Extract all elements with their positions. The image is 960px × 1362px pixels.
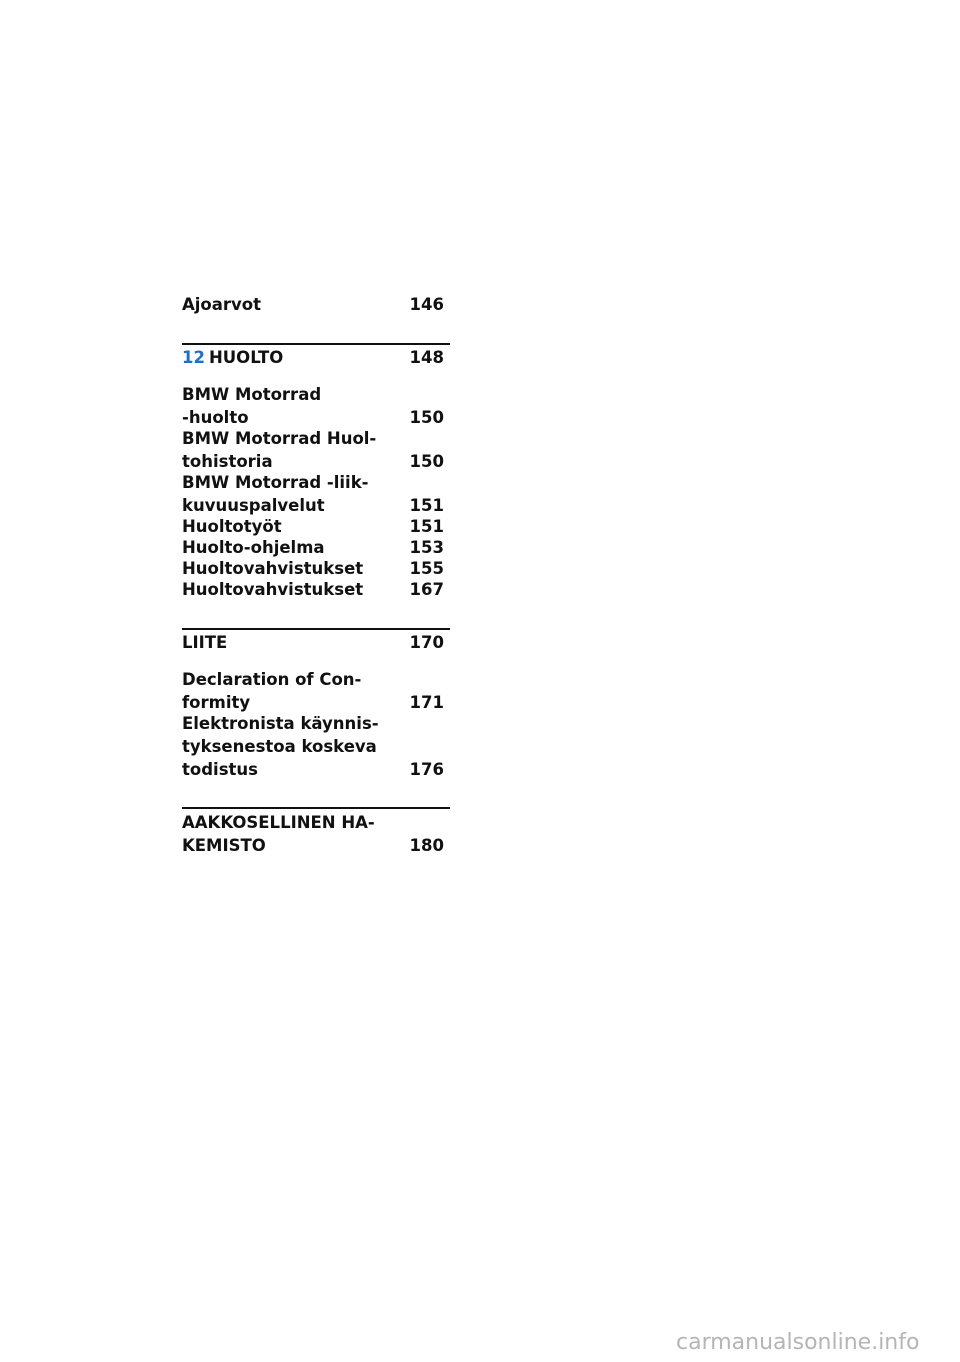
- toc-entry-title: BMW Motorrad: [182, 385, 322, 404]
- chapter-number: 12: [182, 348, 205, 367]
- toc-chapter-index[interactable]: [182, 812, 444, 834]
- toc-chapter-index[interactable]: [182, 835, 444, 857]
- toc-entry-line[interactable]: [182, 495, 444, 517]
- toc-chapter-page: 148: [409, 348, 444, 367]
- section-divider: [182, 343, 450, 345]
- toc-entry-page: 151: [409, 517, 444, 536]
- toc-chapter-page: 170: [409, 633, 444, 652]
- toc-entry-page: 150: [409, 408, 444, 427]
- toc-entry-title: -huolto: [182, 408, 249, 427]
- toc-chapter-title: AAKKOSELLINEN HA-: [182, 813, 375, 832]
- toc-entry-line[interactable]: [182, 537, 444, 559]
- toc-entry-line[interactable]: [182, 516, 444, 538]
- toc-entry-line[interactable]: [182, 428, 444, 450]
- toc-entry-ajoarvot[interactable]: [182, 294, 444, 316]
- toc-entry-title: Declaration of Con-: [182, 670, 362, 689]
- toc-entry-page: 146: [409, 295, 444, 314]
- watermark-text: carmanualsonline.info: [676, 1330, 920, 1355]
- toc-entry-page: 151: [409, 496, 444, 515]
- toc-entry-title: Huoltovahvistukset: [182, 580, 364, 599]
- toc-entry-title: tyksenestoa koskeva: [182, 737, 377, 756]
- toc-entry-line[interactable]: [182, 759, 444, 781]
- toc-chapter-page: 180: [409, 836, 444, 855]
- toc-entry-page: 171: [409, 693, 444, 712]
- toc-entry-title: Huolto-ohjelma: [182, 538, 325, 557]
- toc-entry-page: 155: [409, 559, 444, 578]
- toc-entry-line[interactable]: [182, 451, 444, 473]
- toc-entry-line[interactable]: [182, 669, 444, 691]
- toc-entry-line[interactable]: [182, 558, 444, 580]
- toc-entry-line[interactable]: [182, 407, 444, 429]
- section-divider: [182, 628, 450, 630]
- toc-entry-title: kuvuuspalvelut: [182, 496, 325, 515]
- toc-chapter-liite[interactable]: [182, 632, 444, 654]
- toc-entry-title: Huoltotyöt: [182, 517, 282, 536]
- toc-entry-title: formity: [182, 693, 251, 712]
- toc-entry-title: BMW Motorrad Huol-: [182, 429, 377, 448]
- toc-chapter-title: KEMISTO: [182, 836, 266, 855]
- toc-entry-line[interactable]: [182, 579, 444, 601]
- toc-entry-line[interactable]: [182, 472, 444, 494]
- toc-entry-page: 153: [409, 538, 444, 557]
- toc-entry-title: tohistoria: [182, 452, 273, 471]
- toc-entry-title: todistus: [182, 760, 258, 779]
- toc-entry-line[interactable]: [182, 736, 444, 758]
- toc-entry-title: Huoltovahvistukset: [182, 559, 364, 578]
- toc-chapter-title: [182, 347, 283, 369]
- toc-entry-line[interactable]: [182, 384, 444, 406]
- toc-entry-page: 176: [409, 760, 444, 779]
- toc-entry-title: Elektronista käynnis-: [182, 714, 379, 733]
- toc-entry-page: 167: [409, 580, 444, 599]
- toc-chapter-title: LIITE: [182, 633, 228, 652]
- toc-entry-line[interactable]: [182, 692, 444, 714]
- toc-entry-title: Ajoarvot: [182, 295, 262, 314]
- section-divider: [182, 807, 450, 809]
- toc-entry-title: BMW Motorrad -liik-: [182, 473, 369, 492]
- toc-chapter-huolto[interactable]: [182, 347, 444, 369]
- chapter-title-text: HUOLTO: [208, 348, 284, 367]
- toc-entry-page: 150: [409, 452, 444, 471]
- toc-entry-line[interactable]: [182, 713, 444, 735]
